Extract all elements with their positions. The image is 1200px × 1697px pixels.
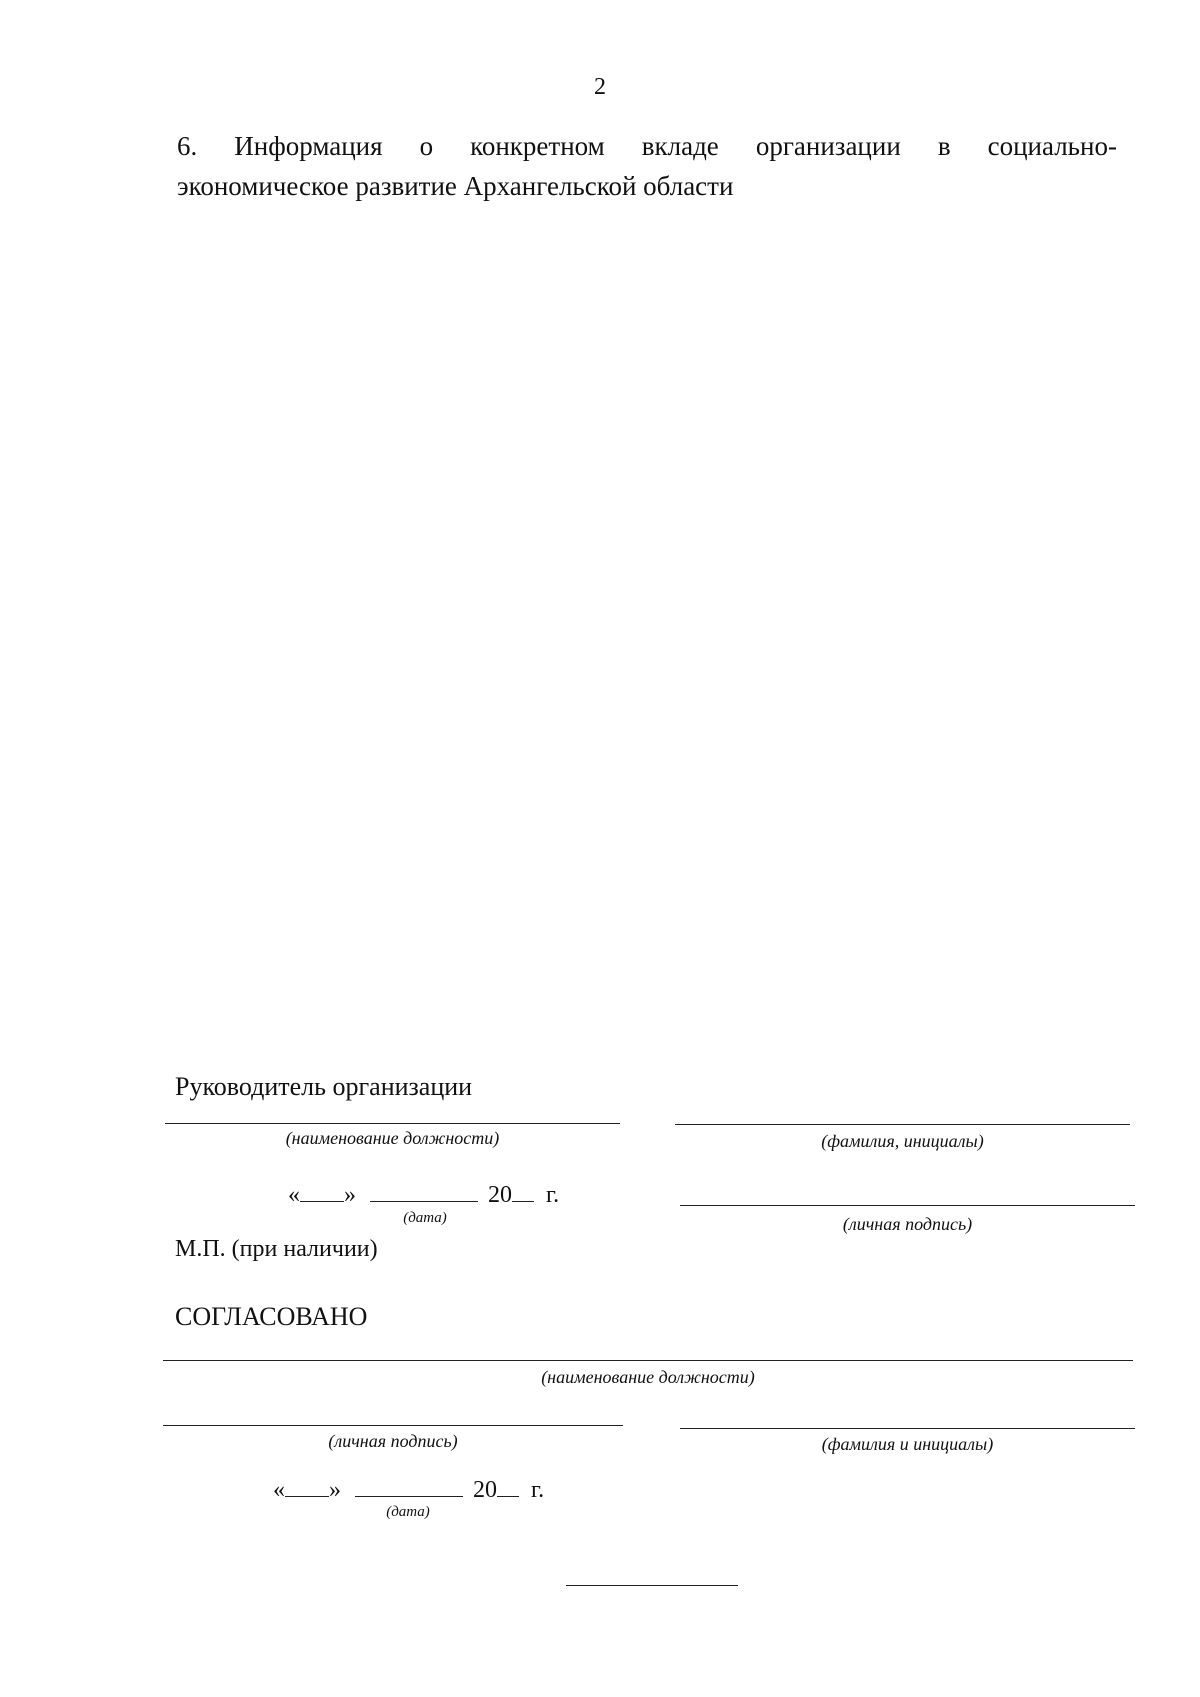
signature-caption: (личная подпись)	[842, 1214, 973, 1234]
date-year-blank[interactable]	[497, 1478, 519, 1497]
heading-word: организации	[755, 131, 901, 161]
date-year-prefix: 20	[488, 1182, 512, 1208]
date-month-blank[interactable]	[355, 1478, 463, 1497]
approval-date-line	[273, 1477, 544, 1504]
heading-word: в	[937, 131, 951, 161]
section-heading-line2: экономическое развитие Архангельской области	[177, 171, 734, 201]
date-close-quote: »	[344, 1182, 356, 1208]
date-year-prefix: 20	[473, 1477, 497, 1503]
signature-line[interactable]	[680, 1205, 1135, 1206]
name-caption: (фамилия, инициалы)	[821, 1131, 984, 1151]
heading-word: Информация	[234, 131, 383, 161]
head-block-title: Руководитель организации	[175, 1072, 473, 1101]
heading-word: социально-	[987, 131, 1117, 161]
heading-word: о	[419, 131, 434, 161]
date-open-quote: «	[288, 1182, 300, 1208]
approval-position-caption: (наименование должности)	[541, 1367, 755, 1387]
closing-divider	[566, 1585, 738, 1586]
approval-name-caption: (фамилия и инициалы)	[821, 1434, 994, 1454]
position-line[interactable]	[165, 1123, 620, 1124]
date-year-blank[interactable]	[512, 1183, 534, 1202]
heading-word: 6.	[177, 131, 198, 161]
date-open-quote: «	[273, 1477, 285, 1503]
approval-name-line[interactable]	[680, 1428, 1135, 1429]
approval-title: СОГЛАСОВАНО	[175, 1302, 368, 1331]
page-number: 2	[594, 74, 606, 100]
date-year-suffix: г.	[546, 1182, 560, 1208]
date-month-blank[interactable]	[370, 1183, 478, 1202]
head-date-line	[288, 1182, 559, 1209]
approval-signature-caption: (личная подпись)	[328, 1431, 458, 1451]
heading-word: вкладе	[641, 131, 719, 161]
stamp-note: М.П. (при наличии)	[175, 1236, 378, 1262]
date-year-suffix: г.	[531, 1477, 545, 1503]
section-heading-line1	[177, 126, 1117, 166]
approval-date-caption: (дата)	[386, 1504, 430, 1520]
name-line[interactable]	[675, 1124, 1130, 1125]
approval-signature-line[interactable]	[163, 1425, 623, 1426]
position-caption: (наименование должности)	[285, 1128, 500, 1148]
date-day-blank[interactable]	[300, 1183, 344, 1202]
approval-position-line[interactable]	[163, 1360, 1133, 1361]
section-heading	[177, 126, 1117, 206]
date-close-quote: »	[329, 1477, 341, 1503]
date-day-blank[interactable]	[285, 1478, 329, 1497]
heading-word: конкретном	[470, 131, 605, 161]
head-date-caption: (дата)	[403, 1210, 447, 1226]
